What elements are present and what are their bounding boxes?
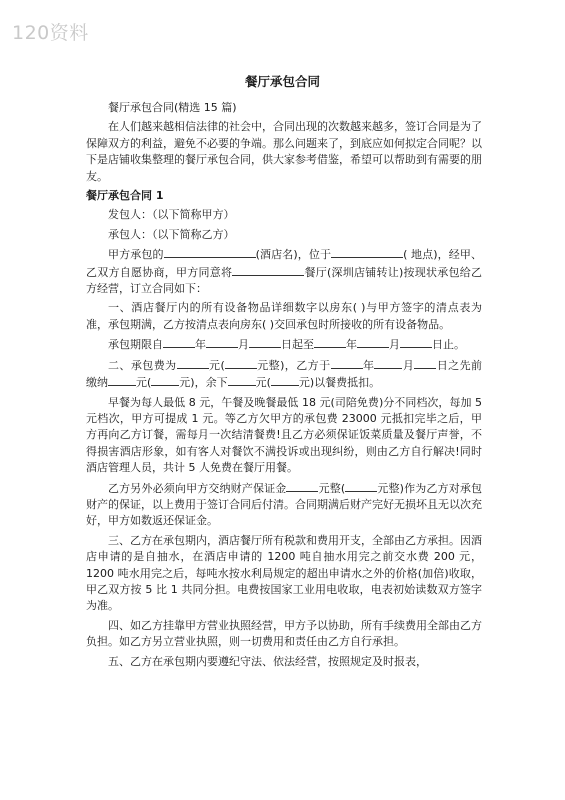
clause-2-text: 元(	[136, 376, 152, 390]
blank-field	[314, 336, 346, 348]
term-text: 日起至	[281, 338, 314, 352]
clause-2-text: 日之先前缴纳	[86, 358, 483, 390]
blank-field	[206, 336, 238, 348]
blank-field	[232, 264, 304, 276]
section-heading: 餐厅承包合同 1	[86, 189, 164, 203]
blank-field	[331, 246, 403, 258]
preamble-text: ( 地点)，经甲、乙双方自愿协商，甲方同意将	[86, 248, 482, 279]
clause-3: 三、乙方在承包期内，酒店餐厅所有税款和费用开支，全部由乙方承担。因酒店申请的是自抽水，在酒店申请的 1200 吨自抽水用完之前交水费 200 元，1200 吨水用完之后，每吨水按水利局规定的超出申请水之外的价格(加倍)收取，甲乙双方按 5 比 1 共同分担。电费按国家工业用电收取，电表初始读数双方签字为准。	[86, 533, 482, 613]
term-text: 承包期限自	[108, 338, 163, 352]
blank-field	[177, 357, 209, 369]
blank-field	[414, 357, 436, 369]
deposit-paragraph	[86, 480, 482, 530]
clause-2-text: 元整)，乙方于	[256, 358, 331, 372]
blank-field	[286, 480, 318, 492]
party-b-line: 承包人：（以下简称乙方）	[108, 227, 235, 241]
blank-field	[357, 336, 389, 348]
term-text: 年	[195, 338, 206, 352]
term-text: 月	[389, 338, 400, 352]
preamble-text: 餐厅(深圳店铺转让)按现状承包给乙方经营，订立合同如下：	[86, 265, 482, 296]
blank-field	[225, 357, 257, 369]
clause-2	[86, 357, 482, 392]
document-title: 餐厅承包合同	[244, 74, 320, 89]
meal-paragraph: 早餐为每人最低 8 元，午餐及晚餐最低 18 元(司陪免费)分不同档次，每加 5 元档次，甲方可提成 1 元。等乙方欠甲方的承包费 23000 元抵扣完毕之后，甲方再向乙方订餐，需每月一次结清餐费!且乙方必须保证饭菜质量及餐厅声誉，不得损害酒店形象，如有客人对餐饮不满投诉或出现纠纷，则由乙方自行解决!同时酒店管理人员，共计 5 人免费在餐厅用餐。	[86, 395, 482, 475]
clause-5: 五、乙方在承包期内要遵纪守法、依法经营，按照规定及时报表，	[108, 654, 427, 668]
blank-field	[164, 246, 256, 258]
blank-field	[374, 357, 402, 369]
blank-field	[163, 336, 195, 348]
clause-2-text: 二、承包费为	[108, 358, 177, 372]
blank-field	[331, 357, 363, 369]
blank-field	[249, 336, 281, 348]
term-text: 日止。	[432, 338, 465, 352]
clause-1: 一、酒店餐厅内的所有设备物品详细数字以房东( )与甲方签字的清点表为准，承包期满，乙方按清点表向房东( )交回承包时所接收的所有设备物品。	[86, 301, 482, 331]
preamble-text: (酒店名)，位于	[255, 248, 332, 262]
clause-2-text: 元(	[255, 376, 271, 390]
blank-field	[108, 374, 136, 386]
preamble-paragraph	[86, 246, 482, 297]
clause-2-text: 月	[402, 358, 415, 372]
document-body	[86, 100, 482, 673]
blank-field	[228, 374, 256, 386]
preamble-text: 甲方承包的	[108, 248, 164, 262]
term-text: 年	[346, 338, 357, 352]
subtitle: 餐厅承包合同(精选 15 篇)	[108, 101, 237, 114]
term-text: 月	[238, 338, 249, 352]
party-a-line: 发包人：（以下简称甲方）	[108, 208, 235, 222]
clause-2-text: 元)，余下	[179, 376, 228, 390]
clause-2-text: 元(	[208, 358, 225, 372]
clause-4: 四、如乙方挂靠甲方营业执照经营，甲方予以协助，所有手续费用全部由乙方负担。如乙方另立营业执照，则一切费用和责任由乙方自行承担。	[86, 618, 482, 649]
watermark: 120资料	[12, 22, 89, 44]
blank-field	[400, 336, 432, 348]
deposit-text: 元整)作为乙方对承包财产的保证，以上费用于签订合同后付清。合同期满后财产完好无损坏且无以次充好，甲方如数返还保证金。	[86, 481, 482, 528]
intro-paragraph: 在人们越来越相信法律的社会中，合同出现的次数越来越多，签订合同是为了保障双方的利益，避免不必要的争端。那么问题来了，到底应如何拟定合同呢？以下是店铺收集整理的餐厅承包合同，供大家参考借鉴，希望可以帮助到有需要的朋友。	[86, 120, 482, 183]
deposit-text: 元整(	[318, 481, 346, 495]
clause-2-text: 元)以餐费抵扣。	[298, 376, 381, 390]
blank-field	[151, 374, 179, 386]
clause-2-text: 年	[362, 358, 375, 372]
term-paragraph	[86, 336, 482, 353]
blank-field	[345, 480, 377, 492]
blank-field	[271, 374, 299, 386]
deposit-text: 乙方另外必须向甲方交纳财产保证金	[108, 481, 287, 495]
